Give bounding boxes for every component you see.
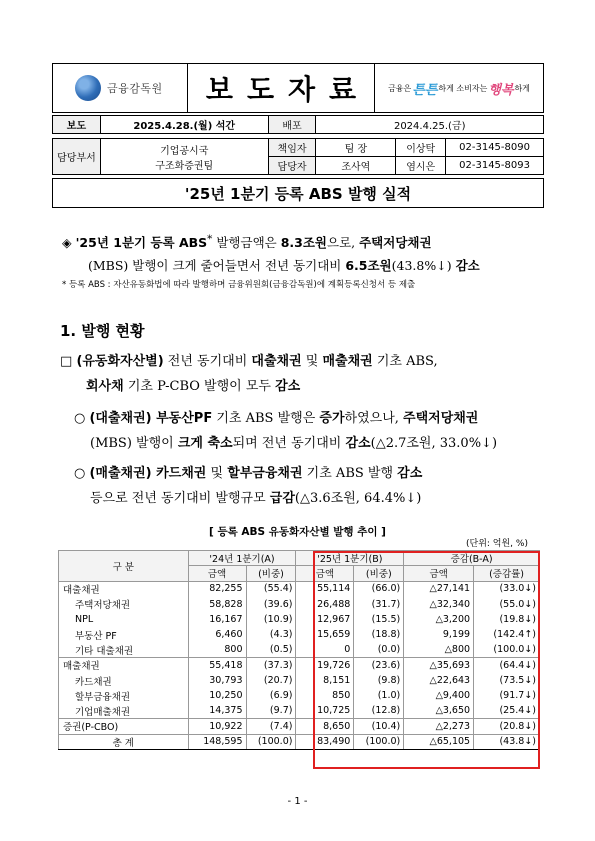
- cell-value: (0.5): [246, 642, 296, 657]
- para-text: 기초 P-CBO 발행이 모두: [123, 379, 276, 394]
- cell-value: 82,255: [188, 581, 246, 596]
- resp-label: 책임자: [268, 139, 316, 157]
- slogan-emphasis-2: 행복: [488, 82, 514, 98]
- para-text: (△3.6조원, 64.4%↓): [294, 491, 422, 506]
- cell-value: (66.0): [354, 581, 404, 596]
- summary-text: (MBS) 발행이 크게 줄어들면서 전년 동기대비: [88, 258, 346, 274]
- section-heading: 1. 발행 현황: [60, 322, 145, 340]
- abs-issuance-table: [58, 550, 540, 750]
- para-emphasis: 할부금융채권: [227, 466, 303, 481]
- row-label: 할부금융채권: [59, 688, 189, 703]
- cell-value: 0: [296, 642, 354, 657]
- report-title: '25년 1분기 등록 ABS 발행 실적: [52, 178, 544, 208]
- para-text: 기초 ABS,: [372, 354, 438, 369]
- table-row: [59, 703, 540, 718]
- cell-value: 10,250: [188, 688, 246, 703]
- table-row: [59, 658, 540, 673]
- cell-value: (20.8↓): [474, 719, 540, 734]
- logo-text: 금융감독원: [107, 82, 163, 95]
- para-emphasis: 주택저당채권: [403, 411, 479, 426]
- table-row: [59, 719, 540, 734]
- cell-value: 30,793: [188, 673, 246, 688]
- slogan-part3: 하게: [514, 83, 530, 93]
- table-row: [59, 612, 540, 627]
- table-row: [59, 596, 540, 611]
- cell-value: △65,105: [404, 734, 474, 749]
- cell-value: (25.4↓): [474, 703, 540, 718]
- summary-emphasis: 8.3조원: [280, 235, 327, 251]
- para-text: 및: [301, 354, 323, 369]
- resp-title: 팀 장: [316, 139, 396, 157]
- row-label: 주택저당채권: [59, 596, 189, 611]
- header-amount: 금액: [296, 566, 354, 581]
- paragraph-sales-receivables: [74, 461, 542, 511]
- cell-value: 16,167: [188, 612, 246, 627]
- para-text: 등으로 전년 동기대비 발행규모: [90, 491, 270, 506]
- header-diff: 증감(B-A): [404, 551, 540, 566]
- cell-value: (0.0): [354, 642, 404, 657]
- cell-value: 800: [188, 642, 246, 657]
- cell-value: (9.8): [354, 673, 404, 688]
- para-emphasis: 감소: [397, 466, 423, 481]
- cell-value: △32,340: [404, 596, 474, 611]
- cell-value: 10,725: [296, 703, 354, 718]
- cell-value: (20.7): [246, 673, 296, 688]
- cell-value: △800: [404, 642, 474, 657]
- cell-value: (55.0↓): [474, 596, 540, 611]
- release-label: 보도: [53, 116, 101, 134]
- row-label: 매출채권: [59, 658, 189, 673]
- cell-value: (10.9): [246, 612, 296, 627]
- table-row: [59, 581, 540, 596]
- row-label: 기업매출채권: [59, 703, 189, 718]
- cell-value: (7.4): [246, 719, 296, 734]
- paragraph-loan-receivables: [74, 406, 542, 456]
- cell-value: (37.3): [246, 658, 296, 673]
- para-line: [74, 486, 542, 511]
- cell-value: (6.9): [246, 688, 296, 703]
- para-text: 전년 동기대비: [163, 354, 252, 369]
- para-emphasis: 증가: [319, 411, 345, 426]
- cell-value: 12,967: [296, 612, 354, 627]
- cell-value: △27,141: [404, 581, 474, 596]
- summary-emphasis: 6.5조원: [345, 258, 392, 274]
- cell-value: (10.4): [354, 719, 404, 734]
- footnote-mark: *: [207, 233, 213, 245]
- cell-value: △9,400: [404, 688, 474, 703]
- circle-bullet-icon: ○: [74, 411, 86, 426]
- para-emphasis: 대출채권: [251, 354, 302, 369]
- header-amount: 금액: [188, 566, 246, 581]
- cell-value: (91.7↓): [474, 688, 540, 703]
- circle-bullet-icon: ○: [74, 466, 86, 481]
- cell-value: 19,726: [296, 658, 354, 673]
- header-share: (비중): [246, 566, 296, 581]
- staff-phone: 02-3145-8093: [446, 157, 544, 175]
- para-line: [60, 349, 542, 374]
- cell-value: (55.4): [246, 581, 296, 596]
- summary-text: (43.8%↓): [391, 258, 456, 274]
- row-label: 카드채권: [59, 673, 189, 688]
- cell-value: (100.0): [246, 734, 296, 749]
- summary-line2: [62, 254, 544, 277]
- cell-value: 83,490: [296, 734, 354, 749]
- cell-value: 148,595: [188, 734, 246, 749]
- para-line: [60, 374, 542, 399]
- release-value: 2025.4.28.(월) 석간: [100, 116, 268, 134]
- cell-value: (1.0): [354, 688, 404, 703]
- cell-value: (100.0): [354, 734, 404, 749]
- row-label: 대출채권: [59, 581, 189, 596]
- para-emphasis: 감소: [345, 436, 371, 451]
- table-row: [59, 688, 540, 703]
- para-emphasis: (유동화자산별): [76, 354, 164, 369]
- para-emphasis: 매출채권: [322, 354, 373, 369]
- para-emphasis: 크게 축소: [177, 436, 233, 451]
- square-bullet-icon: □: [60, 354, 73, 369]
- cell-value: (31.7): [354, 596, 404, 611]
- row-label: 기타 대출채권: [59, 642, 189, 657]
- summary-text: 발행금액은: [212, 235, 281, 251]
- cell-value: (142.4↑): [474, 627, 540, 642]
- summary-emphasis: 감소: [455, 258, 480, 274]
- para-line: [74, 431, 542, 456]
- cell-value: △3,650: [404, 703, 474, 718]
- diamond-marker-icon: ◈: [62, 235, 72, 251]
- cell-value: 55,418: [188, 658, 246, 673]
- row-label: 증권(P-CBO): [59, 719, 189, 734]
- slogan: [375, 64, 543, 112]
- para-emphasis: 회사채: [86, 379, 124, 394]
- para-text: (△2.7조원, 33.0%↓): [370, 436, 498, 451]
- cell-value: (15.5): [354, 612, 404, 627]
- fss-logo: [53, 64, 188, 112]
- dist-value: 2024.4.25.(금): [316, 116, 544, 134]
- summary-emphasis: 주택저당채권: [359, 235, 432, 251]
- cell-value: (23.6): [354, 658, 404, 673]
- cell-value: 850: [296, 688, 354, 703]
- cell-value: (12.8): [354, 703, 404, 718]
- cell-value: (18.8): [354, 627, 404, 642]
- staff-name: 염시은: [396, 157, 446, 175]
- cell-value: △2,273: [404, 719, 474, 734]
- slogan-part2: 하게 소비자는: [438, 83, 488, 93]
- para-text: 되며 전년 동기대비: [232, 436, 346, 451]
- header-category: 구 분: [59, 551, 189, 582]
- slogan-part1: 금융은: [388, 83, 412, 93]
- dept-label: 담당부서: [53, 139, 101, 175]
- summary-line1: [62, 228, 544, 254]
- slogan-emphasis-1: 튼튼: [412, 82, 438, 98]
- para-line: [74, 406, 542, 431]
- cell-value: (100.0↓): [474, 642, 540, 657]
- table-title: [ 등록 ABS 유동화자산별 발행 추이 ]: [209, 526, 386, 538]
- doc-type-title: 보도자료: [188, 64, 375, 112]
- para-emphasis: (대출채권) 부동산PF: [89, 411, 213, 426]
- para-text: (MBS) 발행이: [90, 436, 178, 451]
- header-curr: '25년 1분기(B): [296, 551, 404, 566]
- cell-value: 9,199: [404, 627, 474, 642]
- cell-value: 26,488: [296, 596, 354, 611]
- resp-phone: 02-3145-8090: [446, 139, 544, 157]
- cell-value: △22,643: [404, 673, 474, 688]
- row-label: 총 계: [59, 734, 189, 749]
- cell-value: 15,659: [296, 627, 354, 642]
- cell-value: (9.7): [246, 703, 296, 718]
- header-amount: 금액: [404, 566, 474, 581]
- staff-title: 조사역: [316, 157, 396, 175]
- cell-value: 8,650: [296, 719, 354, 734]
- para-text: 하였으나,: [344, 411, 404, 426]
- cell-value: 55,114: [296, 581, 354, 596]
- para-emphasis: (매출채권) 카드채권: [89, 466, 207, 481]
- cell-value: (43.8↓): [474, 734, 540, 749]
- cell-value: (4.3): [246, 627, 296, 642]
- paragraph-asset-type: [60, 349, 542, 399]
- resp-name: 이상탁: [396, 139, 446, 157]
- table-row: [59, 642, 540, 657]
- row-label: 부동산 PF: [59, 627, 189, 642]
- summary-text: '25년 1분기 등록 ABS: [75, 235, 208, 251]
- table-row: [59, 627, 540, 642]
- cell-value: (33.0↓): [474, 581, 540, 596]
- fss-globe-icon: [75, 75, 101, 101]
- cell-value: △35,693: [404, 658, 474, 673]
- cell-value: 8,151: [296, 673, 354, 688]
- header-share: (비중): [354, 566, 404, 581]
- cell-value: (73.5↓): [474, 673, 540, 688]
- cell-value: 14,375: [188, 703, 246, 718]
- para-emphasis: 급감: [269, 491, 295, 506]
- footnote: * 등록 ABS : 자산유동화법에 따라 발행하며 금융위원회(금융감독원)에 계획등록신청서 등 제출: [62, 280, 416, 290]
- summary-text: 으로,: [327, 235, 360, 251]
- para-text: 기초 ABS 발행: [302, 466, 398, 481]
- cell-value: 58,828: [188, 596, 246, 611]
- para-emphasis: 감소: [275, 379, 301, 394]
- para-text: 및: [206, 466, 228, 481]
- header-prev: '24년 1분기(A): [188, 551, 296, 566]
- cell-value: (39.6): [246, 596, 296, 611]
- cell-value: 6,460: [188, 627, 246, 642]
- cell-value: 10,922: [188, 719, 246, 734]
- table-row: [59, 673, 540, 688]
- para-text: 기초 ABS 발행은: [212, 411, 320, 426]
- staff-label: 담당자: [268, 157, 316, 175]
- table-row: [59, 734, 540, 749]
- cell-value: (19.8↓): [474, 612, 540, 627]
- dist-label: 배포: [268, 116, 316, 134]
- cell-value: △3,200: [404, 612, 474, 627]
- para-line: [74, 461, 542, 486]
- table-unit: (단위: 억원, %): [466, 539, 528, 549]
- row-label: NPL: [59, 612, 189, 627]
- page-number: - 1 -: [287, 796, 308, 807]
- cell-value: (64.4↓): [474, 658, 540, 673]
- dept-line1: 기업공시국: [160, 145, 209, 157]
- header-rate: (증감률): [474, 566, 540, 581]
- summary-block: [62, 228, 544, 277]
- release-info-table: [52, 115, 544, 175]
- dept-value: [100, 139, 268, 175]
- press-release-header: [52, 63, 544, 113]
- dept-line2: 구조화증권팀: [155, 160, 214, 172]
